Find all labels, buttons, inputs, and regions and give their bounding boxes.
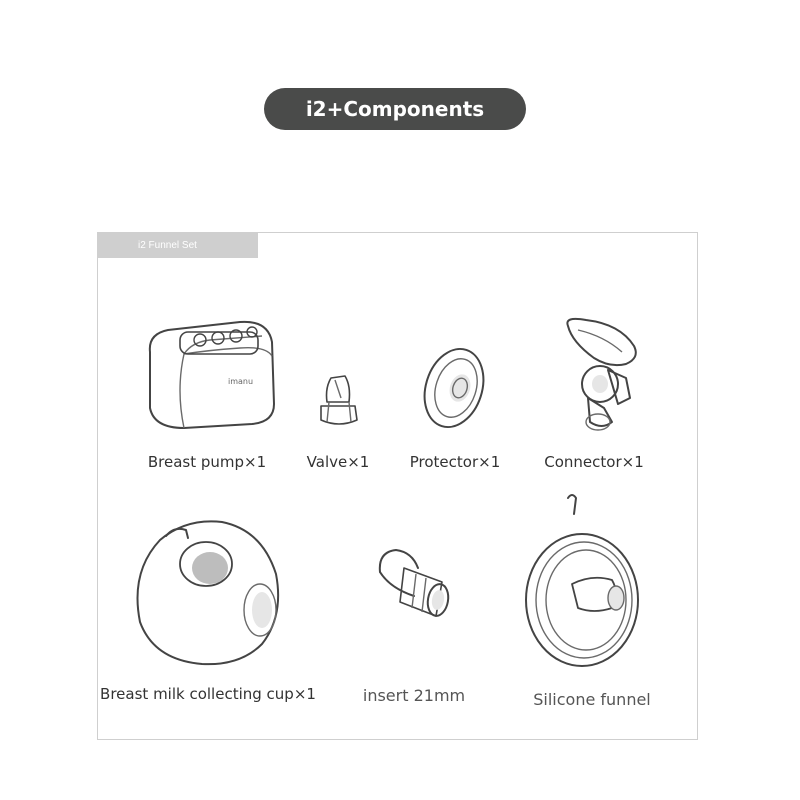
protector-icon [420,344,490,434]
insert-icon [374,546,458,626]
label-breast-pump: Breast pump×1 [147,453,267,471]
label-protector: Protector×1 [409,453,501,471]
valve-icon [313,372,365,432]
connector-icon [560,312,650,438]
silicone-funnel-icon [512,490,652,670]
brand-text: imanu [228,377,254,386]
set-tab-label: i2 Funnel Set [98,233,258,258]
label-connector: Connector×1 [544,453,644,471]
page-title: i2+Components [264,88,526,130]
label-insert: insert 21mm [362,686,466,705]
label-valve: Valve×1 [306,453,370,471]
collecting-cup-icon [126,512,286,672]
label-collecting-cup: Breast milk collecting cup×1 [100,685,316,703]
breast-pump-icon [140,312,280,432]
label-silicone-funnel: Silicone funnel [533,690,651,709]
